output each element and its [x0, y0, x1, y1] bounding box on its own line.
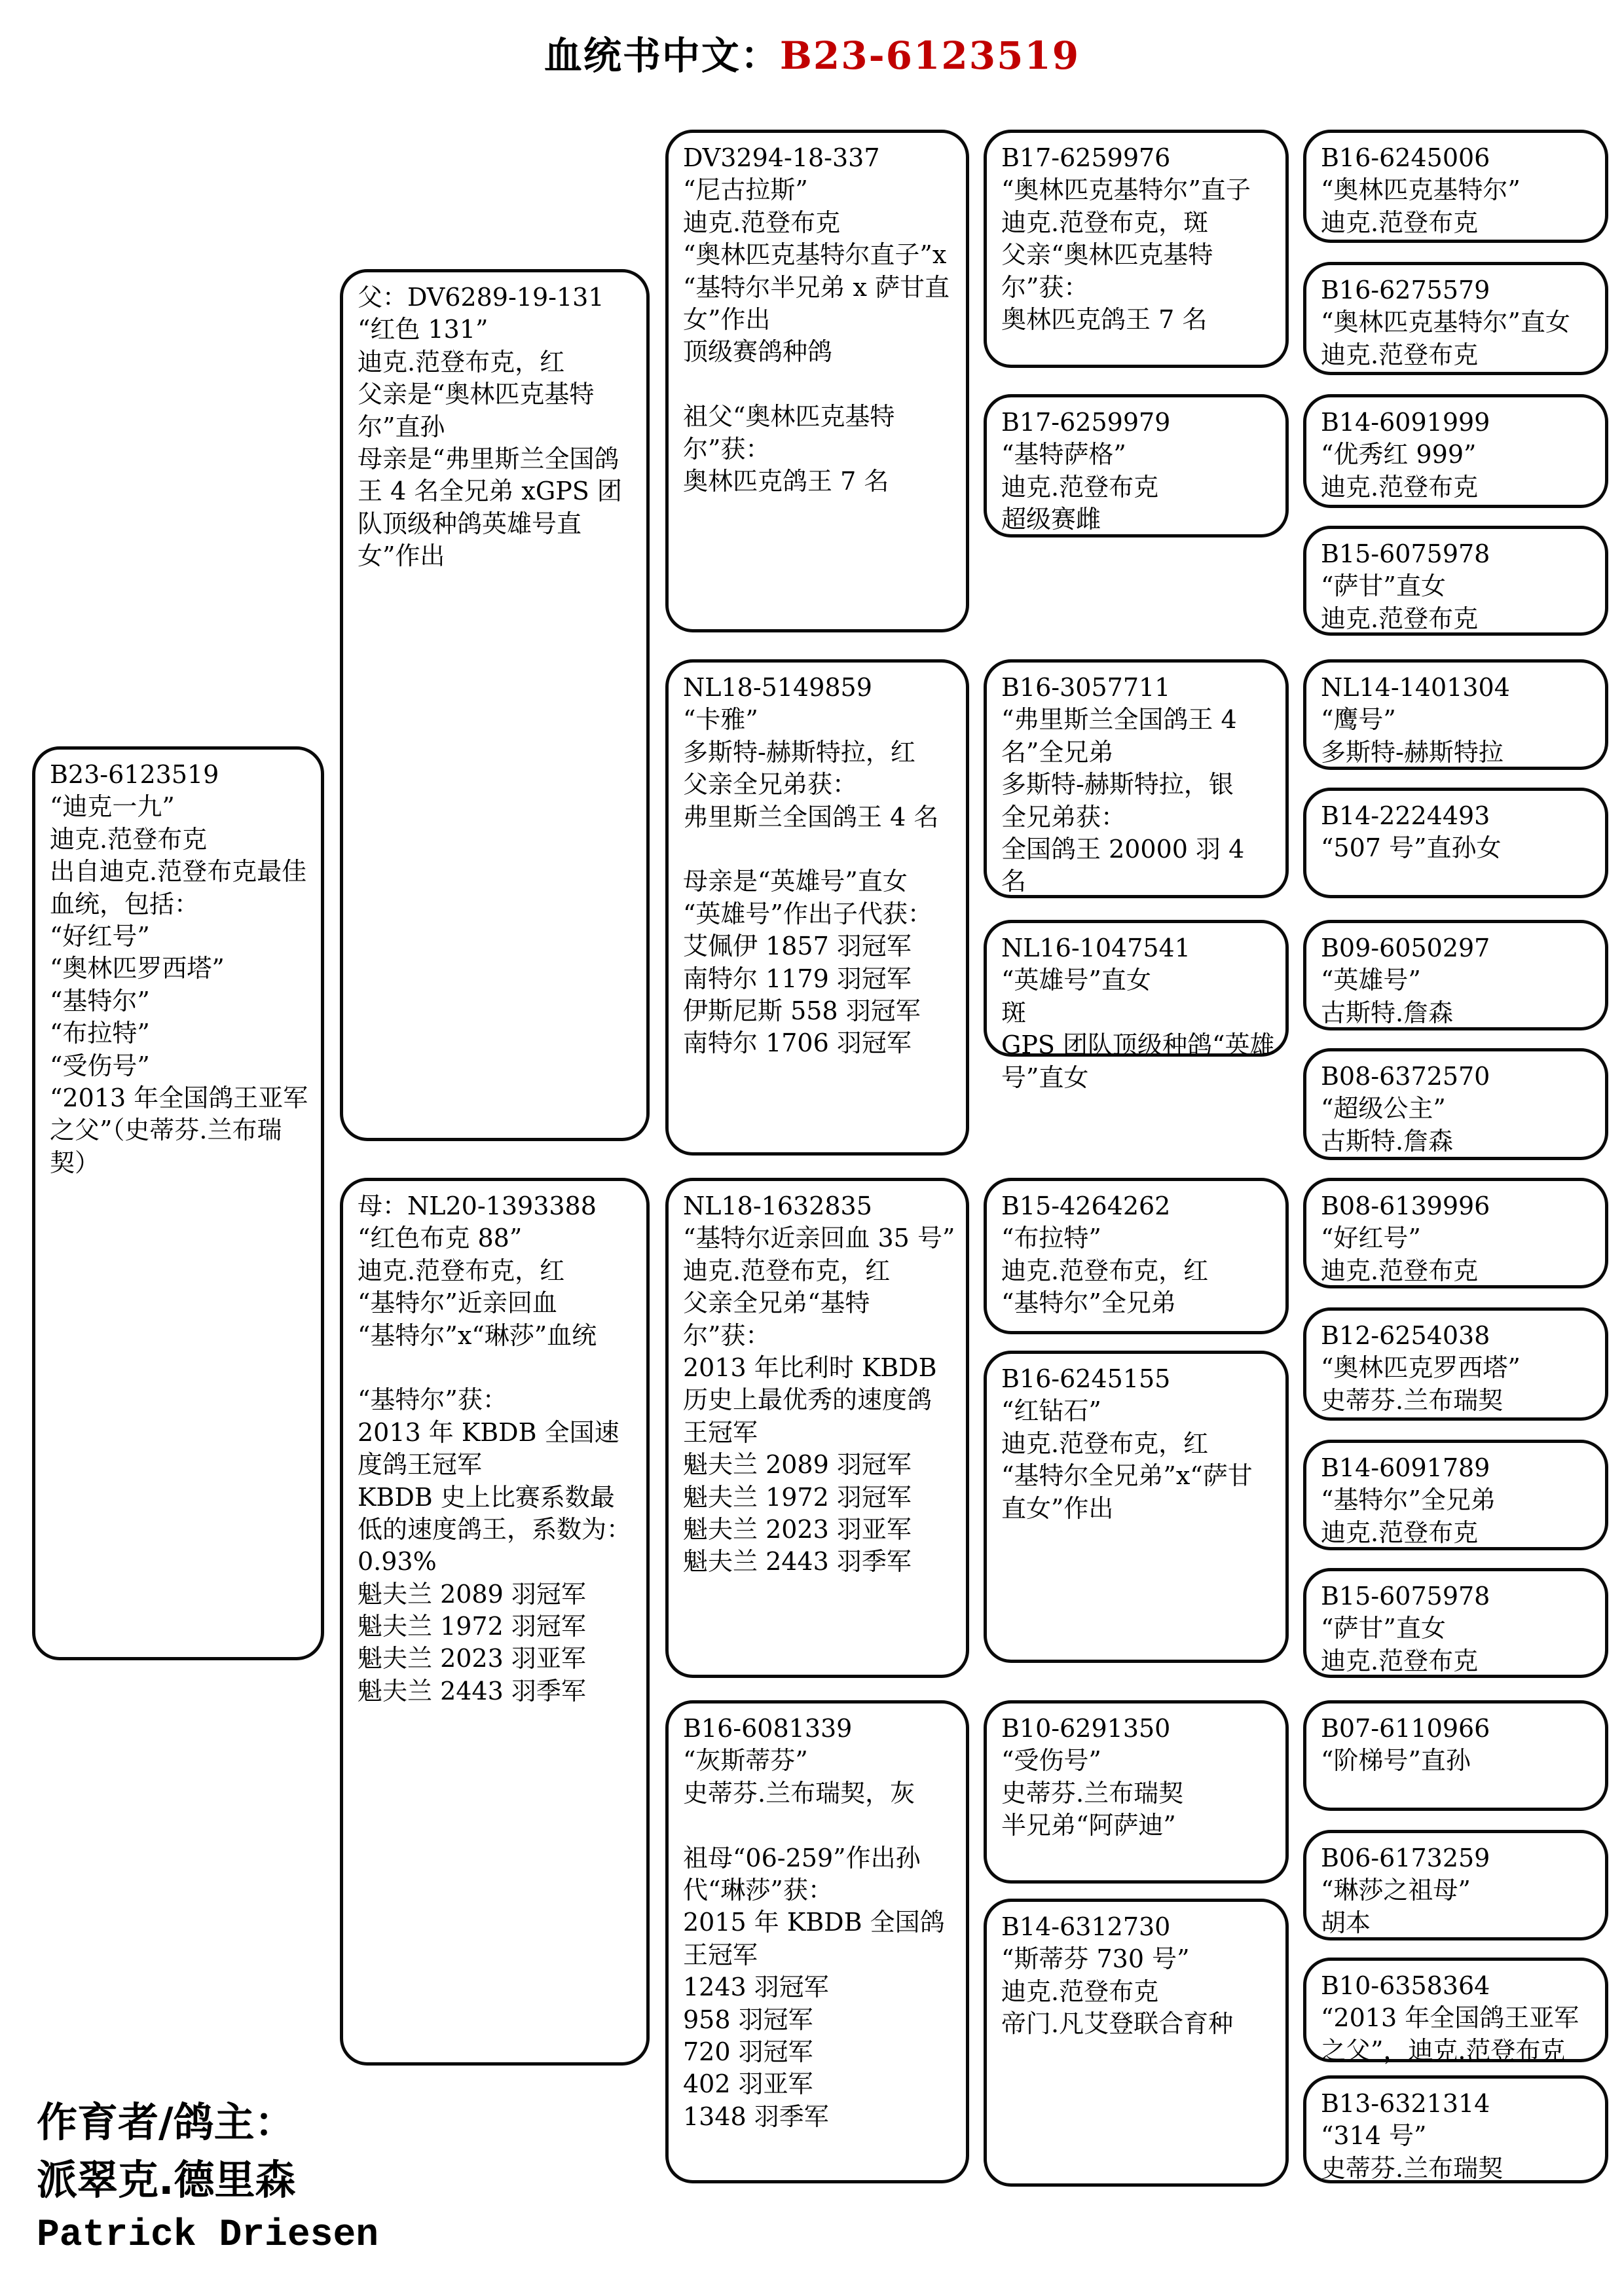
pedigree-line: 出自迪克.范登布克最佳血统，包括： [50, 857, 307, 919]
pedigree-line: “萨甘”直女 [1321, 1614, 1446, 1643]
pedigree-line: 迪克.范登布克 [1321, 340, 1479, 369]
pedigree-line: B12-6254038 [1321, 1321, 1490, 1350]
gg-grandparent-box-6 [1303, 788, 1608, 898]
pedigree-line: 母：NL20-1393388 [358, 1192, 597, 1220]
pedigree-line: “红色布克 88” [358, 1224, 523, 1253]
great-grandparent-box-5 [984, 1178, 1289, 1334]
grandparent-box-1 [665, 130, 969, 632]
pedigree-line: B14-6312730 [1001, 1912, 1171, 1941]
pedigree-line: 1348 羽季军 [683, 2102, 829, 2131]
pedigree-line: “英雄号” [1321, 966, 1421, 995]
pedigree-line: “基特尔”全兄弟 [1321, 1485, 1496, 1515]
pedigree-line: 2015 年 KBDB 全国鸽王冠军 [683, 1908, 945, 1969]
subject-box [32, 746, 324, 1660]
pedigree-line: “奥林匹克基特尔”直子 [1001, 175, 1251, 205]
grandparent-box-3 [665, 1178, 969, 1678]
pedigree-line: 958 羽冠军 [683, 2005, 813, 2034]
pedigree-line: 史蒂芬.兰布瑞契 [1001, 1778, 1184, 1808]
gg-grandparent-box-10 [1303, 1307, 1608, 1421]
pedigree-line: “鹰号” [1321, 705, 1396, 735]
pedigree-line: 父亲全兄弟“基特尔”获： [683, 1288, 870, 1350]
gg-grandparent-box-4 [1303, 526, 1608, 636]
pedigree-line: 魁夫兰 2023 羽亚军 [683, 1514, 912, 1544]
gg-grandparent-box-12 [1303, 1568, 1608, 1678]
pedigree-line: B15-6075978 [1321, 539, 1490, 568]
pedigree-line: 父亲是“奥林匹克基特尔”直孙 [358, 380, 595, 441]
pedigree-line: 南特尔 1179 羽冠军 [683, 964, 912, 993]
pedigree-line: “奥林匹罗西塔” [50, 954, 225, 983]
gg-grandparent-box-7 [1303, 920, 1608, 1030]
pedigree-line: “基特尔”全兄弟 [1001, 1288, 1176, 1318]
great-grandparent-box-1 [984, 130, 1289, 368]
pedigree-line: “好红号” [50, 921, 150, 951]
pedigree-line: “2013 年全国鸽王亚军之父”，迪克.范登布克 [1321, 2003, 1579, 2065]
gg-grandparent-box-9 [1303, 1178, 1608, 1288]
pedigree-line: 迪克.范登布克，红 [1001, 1256, 1209, 1285]
pedigree-line: “斯蒂芬 730 号” [1001, 1944, 1190, 1974]
pedigree-line: 迪克.范登布克，红 [1001, 1429, 1209, 1458]
page-title [0, 25, 1624, 80]
pedigree-line: “基特尔近亲回血 35 号” [683, 1224, 955, 1253]
pedigree-line: 402 羽亚军 [683, 2069, 813, 2099]
pedigree-line: “阶梯号”直孙 [1321, 1746, 1471, 1776]
pedigree-line: 迪克.范登布克 [1321, 208, 1479, 237]
pedigree-line: B10-6291350 [1001, 1714, 1171, 1743]
pedigree-line: “基特尔”获： [358, 1385, 507, 1415]
gg-grandparent-box-11 [1303, 1440, 1608, 1550]
pedigree-line: 帝门.凡艾登联合育种 [1001, 2009, 1234, 2039]
pedigree-line: NL18-1632835 [683, 1192, 872, 1220]
pedigree-line: 迪克.范登布克 [50, 824, 208, 854]
pedigree-line: 多斯特-赫斯特拉 [1321, 737, 1504, 767]
pedigree-line: B23-6123519 [50, 760, 219, 789]
pedigree-line: 多斯特-赫斯特拉，红 [683, 737, 915, 767]
pedigree-line: 魁夫兰 2443 羽季军 [358, 1676, 586, 1705]
pedigree-line: 父：DV6289-19-131 [358, 283, 604, 312]
pedigree-line: “迪克一九” [50, 792, 175, 822]
pedigree-line: 迪克.范登布克 [1321, 472, 1479, 501]
pedigree-line: “基特尔”x“琳莎”血统 [358, 1321, 597, 1350]
pedigree-line: “受伤号” [1001, 1746, 1101, 1776]
pedigree-line: 祖母“06-259”作出孙代“琳莎”获： [683, 1843, 921, 1904]
breeder-role-label: 作育者/鸽主： [37, 2098, 295, 2146]
pedigree-line: 迪克.范登布克 [1001, 1977, 1159, 2006]
pedigree-line: 2013 年比利时 KBDB 历史上最优秀的速度鸽王冠军 [683, 1353, 937, 1447]
pedigree-line [683, 369, 955, 401]
pedigree-line: 艾佩伊 1857 羽冠军 [683, 932, 912, 961]
gg-grandparent-box-16 [1303, 2075, 1608, 2183]
great-grandparent-box-6 [984, 1351, 1289, 1663]
pedigree-line: 半兄弟“阿萨迪” [1001, 1811, 1176, 1840]
great-grandparent-box-4 [984, 920, 1289, 1092]
pedigree-line: B16-6275579 [1321, 276, 1490, 304]
pedigree-line: B16-6245006 [1321, 143, 1490, 172]
pedigree-line: NL18-5149859 [683, 673, 872, 702]
pedigree-line: 迪克.范登布克 [683, 208, 841, 237]
pedigree-line: 母亲是“弗里斯兰全国鸽王 4 名全兄弟 xGPS 团队顶级种鸽英雄号直女”作出 [358, 444, 622, 571]
pedigree-line: “红色 131” [358, 315, 489, 344]
pedigree-line: B14-2224493 [1321, 801, 1490, 830]
pedigree-line: “好红号” [1321, 1224, 1421, 1253]
great-grandparent-box-8 [984, 1899, 1289, 2187]
pedigree-line: “优秀红 999” [1321, 440, 1477, 469]
pedigree-line: “奥林匹克罗西塔” [1321, 1353, 1521, 1383]
pedigree-line: B14-6091999 [1321, 408, 1490, 437]
pedigree-line: 父亲全兄弟获： [683, 770, 858, 799]
pedigree-line: “314 号” [1321, 2121, 1427, 2151]
mother-box [340, 1178, 650, 2066]
gg-grandparent-box-15 [1303, 1958, 1608, 2065]
pedigree-line: B16-6245155 [1001, 1364, 1171, 1393]
pedigree-line: 史蒂芬.兰布瑞契 [1321, 2153, 1504, 2183]
pedigree-line: “布拉特” [50, 1019, 150, 1048]
pedigree-line: 父亲“奥林匹克基特尔”获： [1001, 240, 1213, 302]
gg-grandparent-box-3 [1303, 394, 1608, 508]
pedigree-line: 迪克.范登布克 [1001, 472, 1159, 501]
breeder-block [37, 2094, 378, 2263]
pedigree-line: 古斯特.詹森 [1321, 1126, 1454, 1156]
pedigree-line: “507 号”直孙女 [1321, 833, 1502, 863]
pedigree-line: 魁夫兰 1972 羽冠军 [683, 1482, 912, 1512]
great-grandparent-box-3 [984, 659, 1289, 898]
breeder-name-en: Patrick Driesen [37, 2214, 379, 2257]
pedigree-line: B08-6372570 [1321, 1062, 1490, 1091]
pedigree-line: B16-6081339 [683, 1714, 853, 1743]
pedigree-line: “红钻石” [1001, 1396, 1101, 1426]
pedigree-line: “受伤号” [50, 1051, 150, 1080]
pedigree-line: 胡本 [1321, 1908, 1371, 1937]
title-pigeon-id: B23-6123519 [779, 33, 1080, 78]
pedigree-line: 史蒂芬.兰布瑞契，灰 [683, 1778, 915, 1808]
pedigree-line: 迪克.范登布克，红 [683, 1256, 891, 1285]
pedigree-line [358, 1352, 636, 1384]
pedigree-line: “基特尔全兄弟”x“萨甘直女”作出 [1001, 1461, 1253, 1523]
pedigree-line: B10-6358364 [1321, 1971, 1490, 2000]
pedigree-line: KBDB 史上比赛系数最低的速度鸽王，系数为：0.93% [358, 1482, 632, 1576]
pedigree-line: 南特尔 1706 羽冠军 [683, 1029, 912, 1058]
pedigree-line: 史蒂芬.兰布瑞契 [1321, 1385, 1504, 1415]
breeder-name-cn: 派翠克.德里森 [37, 2156, 296, 2204]
pedigree-line: 魁夫兰 2089 羽冠军 [358, 1579, 586, 1609]
pedigree-line: “灰斯蒂芬” [683, 1746, 808, 1776]
pedigree-line: DV3294-18-337 [683, 143, 880, 172]
gg-grandparent-box-8 [1303, 1048, 1608, 1160]
grandparent-box-2 [665, 659, 969, 1156]
pedigree-line: “萨甘”直女 [1321, 572, 1446, 601]
grandparent-box-4 [665, 1700, 969, 2183]
gg-grandparent-box-13 [1303, 1700, 1608, 1811]
pedigree-line: 720 羽冠军 [683, 2037, 813, 2066]
pedigree-line: 迪克.范登布克，红 [358, 347, 565, 376]
pedigree-line: B14-6091789 [1321, 1453, 1490, 1482]
pedigree-line: 迪克.范登布克 [1321, 1518, 1479, 1547]
pedigree-line: 超级赛雌 [1001, 505, 1101, 534]
pedigree-line: “2013 年全国鸽王亚军之父”（史蒂芬.兰布瑞契） [50, 1083, 308, 1177]
pedigree-line: “琳莎之祖母” [1321, 1876, 1471, 1905]
pedigree-line: 魁夫兰 2089 羽冠军 [683, 1450, 912, 1480]
pedigree-line: 斑 [1001, 998, 1027, 1027]
pedigree-line: B06-6173259 [1321, 1844, 1490, 1872]
pedigree-line: “奥林匹克基特尔直子”x [683, 240, 947, 270]
pedigree-line: “卡雅” [683, 705, 758, 735]
pedigree-line: “英雄号”直女 [1001, 966, 1151, 995]
gg-grandparent-box-5 [1303, 659, 1608, 770]
pedigree-line: 祖父“奥林匹克基特尔”获： [683, 402, 895, 464]
pedigree-line: 2013 年 KBDB 全国速度鸽王冠军 [358, 1417, 619, 1480]
pedigree-line: 奥林匹克鸽王 7 名 [1001, 304, 1208, 334]
pedigree-line [683, 1810, 955, 1842]
father-box [340, 269, 650, 1141]
pedigree-line: 魁夫兰 2023 羽亚军 [358, 1644, 586, 1673]
gg-grandparent-box-2 [1303, 262, 1608, 375]
pedigree-line: 奥林匹克鸽王 7 名 [683, 466, 889, 496]
pedigree-line: “奥林匹克基特尔” [1321, 175, 1521, 205]
pedigree-line: B15-4264262 [1001, 1192, 1171, 1220]
pedigree-line: B15-6075978 [1321, 1582, 1490, 1611]
pedigree-line: “奥林匹克基特尔”直女 [1321, 308, 1570, 337]
pedigree-line: “尼古拉斯” [683, 175, 808, 205]
pedigree-line: B08-6139996 [1321, 1192, 1490, 1220]
pedigree-line: “布拉特” [1001, 1224, 1101, 1253]
pedigree-line: B07-6110966 [1321, 1714, 1490, 1743]
pedigree-line: 魁夫兰 2443 羽季军 [683, 1547, 912, 1576]
pedigree-line: 多斯特-赫斯特拉，银 [1001, 770, 1234, 799]
pedigree-line: “基特萨格” [1001, 440, 1126, 469]
pedigree-line: 迪克.范登布克 [1321, 1646, 1479, 1675]
pedigree-line: “基特尔” [50, 986, 150, 1015]
pedigree-line: B17-6259979 [1001, 408, 1171, 437]
pedigree-line: 魁夫兰 1972 羽冠军 [358, 1612, 586, 1641]
pedigree-line: B13-6321314 [1321, 2089, 1490, 2118]
pedigree-line: NL14-1401304 [1321, 673, 1510, 702]
pedigree-line: 弗里斯兰全国鸽王 4 名 [683, 802, 939, 831]
title-prefix: 血统书中文： [544, 33, 780, 78]
pedigree-line: GPS 团队顶级种鸽“英雄号”直女 [1001, 1030, 1275, 1092]
gg-grandparent-box-14 [1303, 1830, 1608, 1941]
pedigree-line [683, 833, 955, 866]
pedigree-line: 1243 羽冠军 [683, 1973, 829, 2002]
pedigree-line: “超级公主” [1321, 1094, 1446, 1123]
pedigree-line: “英雄号”作出子代获： [683, 899, 932, 928]
pedigree-line: “基特尔半兄弟 x 萨甘直女”作出 [683, 272, 950, 334]
gg-grandparent-box-1 [1303, 130, 1608, 243]
pedigree-line: “基特尔”近亲回血 [358, 1288, 557, 1318]
pedigree-line: NL16-1047541 [1001, 934, 1190, 962]
great-grandparent-box-2 [984, 394, 1289, 538]
pedigree-line: B16-3057711 [1001, 673, 1171, 702]
pedigree-line: 顶级赛鸽种鸽 [683, 337, 833, 367]
pedigree-line: 母亲是“英雄号”直女 [683, 867, 908, 896]
pedigree-line: 全兄弟获： [1001, 802, 1126, 831]
pedigree-line: 古斯特.詹森 [1321, 998, 1454, 1027]
pedigree-line: 迪克.范登布克，斑 [1001, 208, 1209, 237]
pedigree-line: 伊斯尼斯 558 羽冠军 [683, 996, 921, 1025]
pedigree-line: 迪克.范登布克 [1321, 604, 1479, 633]
pedigree-line: “弗里斯兰全国鸽王 4 名”全兄弟 [1001, 705, 1237, 767]
pedigree-line: 迪克.范登布克 [1321, 1256, 1479, 1285]
pedigree-line: B09-6050297 [1321, 934, 1490, 962]
pedigree-line: B17-6259976 [1001, 143, 1171, 172]
great-grandparent-box-7 [984, 1700, 1289, 1884]
pedigree-line: 迪克.范登布克，红 [358, 1256, 565, 1285]
pedigree-line: 全国鸽王 20000 羽 4 名 [1001, 834, 1245, 896]
